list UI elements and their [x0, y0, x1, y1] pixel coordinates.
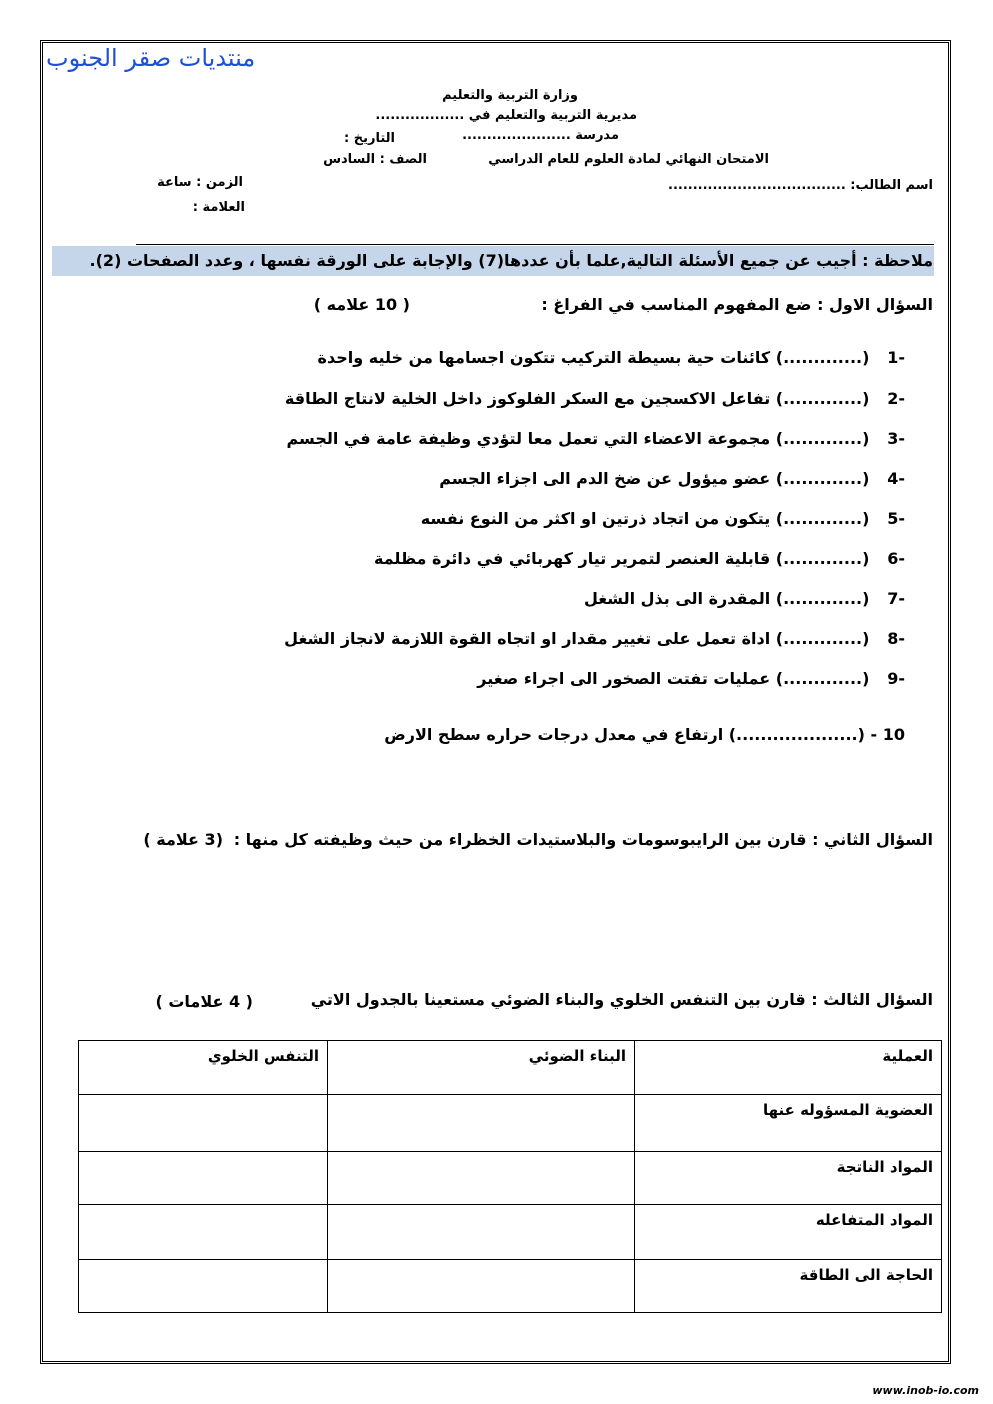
item-text: (.............) عمليات تفتت الصخور الى اجراء صغير — [477, 669, 870, 688]
item-text: (.............) مجموعة الاعضاء التي تعمل معا لتؤدي وظيفة عامة في الجسم — [286, 429, 870, 448]
q1-title: السؤال الاول : ضع المفهوم المناسب في الفراغ : — [541, 295, 933, 314]
table-cell-empty[interactable] — [328, 1260, 635, 1313]
table-row-label: الحاجة الى الطاقة — [635, 1260, 942, 1313]
item-number: -2 — [887, 389, 905, 408]
item-number: -9 — [887, 669, 905, 688]
item-number: 10 - — [870, 725, 905, 744]
header-divider — [136, 244, 934, 245]
comparison-table — [78, 1040, 942, 1313]
item-text: (.............) اداة تعمل على تغيير مقدار او اتجاه القوة اللازمة لانجاز الشغل — [284, 629, 870, 648]
item-text: (.............) المقدرة الى بذل الشغل — [583, 589, 870, 608]
table-header-cell: العملية — [635, 1041, 942, 1095]
item-text: (.............) تفاعل الاكسجين مع السكر الفلوكوز داخل الخلية لانتاج الطاقة — [284, 389, 870, 408]
grade: الصف : السادس — [323, 152, 427, 167]
exam-title: الامتحان النهائي لمادة العلوم للعام الدراسي — [488, 152, 769, 167]
item-text: (.............) يتكون من اتجاد ذرتين او اكثر من النوع نفسه — [420, 509, 870, 528]
q1-item — [477, 669, 905, 688]
table-cell-empty[interactable] — [328, 1152, 635, 1205]
directorate: مديرية التربية والتعليم في .................. — [375, 108, 637, 123]
student-name: اسم الطالب: .................................... — [668, 178, 933, 193]
q1-marks: ( 10 علامه ) — [313, 295, 410, 314]
table-header-row — [79, 1041, 942, 1095]
item-number: -6 — [887, 549, 905, 568]
date: التاريخ : — [344, 131, 395, 146]
q1-item — [439, 469, 905, 488]
table-cell-empty[interactable] — [79, 1095, 328, 1152]
mark: العلامة : — [192, 200, 245, 215]
q1-item — [318, 348, 905, 367]
note: ملاحظة : أجيب عن جميع الأسئلة التالية,علما بأن عددها(7) والإجابة على الورقة نفسها ، وعدد الصفحات (2). — [89, 251, 933, 270]
item-number: -1 — [887, 348, 905, 367]
q1-item — [286, 429, 905, 448]
time: الزمن : ساعة — [157, 175, 243, 190]
q1-item — [384, 725, 905, 744]
q1-item — [374, 549, 905, 568]
item-text: (.............) عضو ميؤول عن ضخ الدم الى اجزاء الجسم — [439, 469, 870, 488]
table-cell-empty[interactable] — [328, 1095, 635, 1152]
item-number: -5 — [887, 509, 905, 528]
q1-item — [284, 629, 905, 648]
item-number: -7 — [887, 589, 905, 608]
item-number: -8 — [887, 629, 905, 648]
ministry: وزارة التربية والتعليم — [442, 88, 578, 103]
table-cell-empty[interactable] — [79, 1152, 328, 1205]
table-header-cell: التنفس الخلوي — [79, 1041, 328, 1095]
table-cell-empty[interactable] — [79, 1260, 328, 1313]
table-row — [79, 1152, 942, 1205]
footer-url: www.inob-io.com — [872, 1384, 979, 1397]
table-row-label: المواد الناتجة — [635, 1152, 942, 1205]
table-row-label: المواد المتفاعله — [635, 1205, 942, 1260]
table-header-cell: البناء الضوئي — [328, 1041, 635, 1095]
school: مدرسة ...................... — [462, 128, 619, 143]
table-cell-empty[interactable] — [79, 1205, 328, 1260]
table-row — [79, 1260, 942, 1313]
q1-item — [285, 389, 905, 408]
q2-title: السؤال الثاني : قارن بين الرايبوسومات والبلاستيدات الخظراء من حيث وظيفته كل منها : — [233, 830, 933, 849]
item-number: -4 — [887, 469, 905, 488]
item-number: -3 — [887, 429, 905, 448]
item-text: (.............) قابلية العنصر لتمرير تيار كهربائي في دائرة مظلمة — [374, 549, 870, 568]
item-text: (....................) ارتفاع في معدل درجات حراره سطح الارض — [384, 725, 865, 744]
table-row — [79, 1095, 942, 1152]
q1-item — [421, 509, 905, 528]
q1-item — [584, 589, 905, 608]
table-cell-empty[interactable] — [328, 1205, 635, 1260]
q3-marks: ( 4 علامات ) — [155, 992, 253, 1011]
item-text: (.............) كائنات حية بسيطة التركيب تتكون اجسامها من خليه واحدة — [317, 348, 870, 367]
table-row-label: العضوية المسؤوله عنها — [635, 1095, 942, 1152]
q3-title: السؤال الثالث : قارن بين التنفس الخلوي والبناء الضوئي مستعينا بالجدول الاتي — [310, 990, 933, 1009]
table-row — [79, 1205, 942, 1260]
q2-marks: (3 علامة ) — [143, 830, 223, 849]
watermark-text: منتديات صقر الجنوب — [46, 44, 256, 72]
